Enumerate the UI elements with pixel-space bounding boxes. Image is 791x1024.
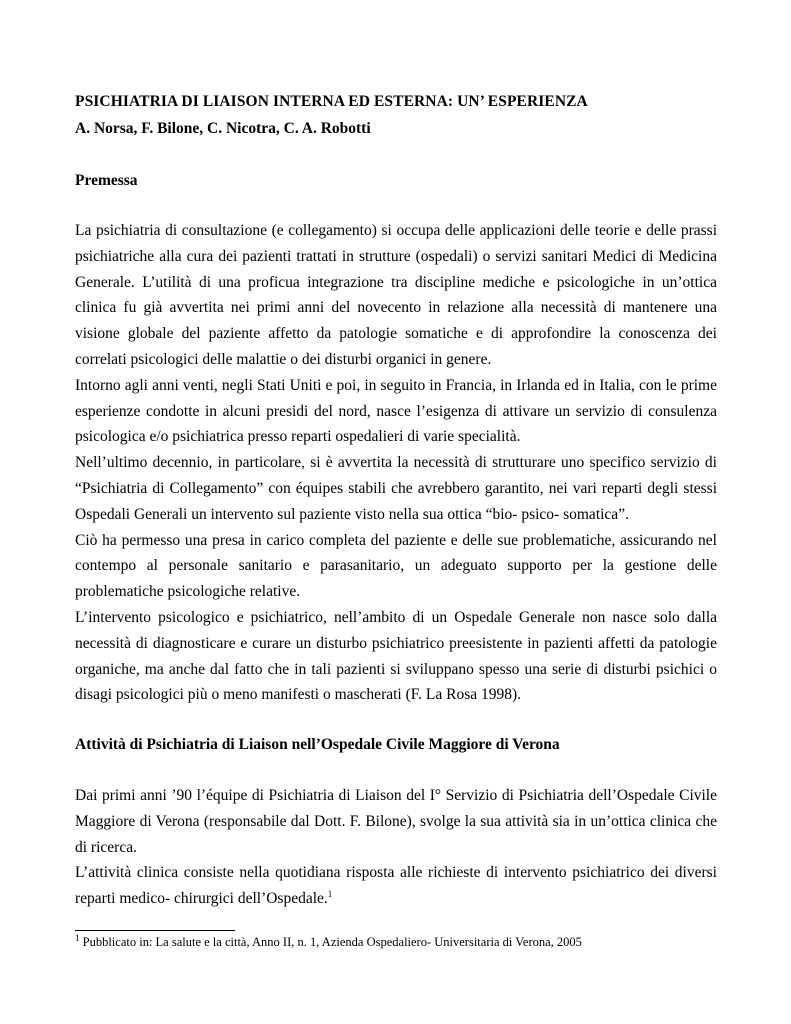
paragraph: Ciò ha permesso una presa in carico completa del paziente e delle sue problematiche, assicurando nel contempo al personale sanitario e parasanitario, un adeguato supporto per la gestione delle problematiche psicologiche relative. bbox=[75, 531, 717, 601]
paragraph: Dai primi anni ’90 l’équipe di Psichiatria di Liaison del I° Servizio di Psichiatria dell’Ospedale Civile Maggiore di Verona (responsabile dal Dott. F. Bilone), svolge la sua attività sia in un’ottica clinica che di ricerca. bbox=[75, 787, 717, 856]
paragraph-with-footnote bbox=[75, 860, 717, 912]
footnote-reference[interactable]: 1 bbox=[327, 889, 333, 900]
paragraph-text: L’attività clinica consiste nella quotidiana risposta alle richieste di intervento psichiatrico dei diversi reparti medico- chirurgici dell’Ospedale. bbox=[75, 864, 717, 908]
footnote-mark: 1 bbox=[75, 932, 80, 943]
section-body-attivita bbox=[75, 783, 717, 912]
footnote-separator bbox=[75, 930, 235, 931]
document-authors: A. Norsa, F. Bilone, C. Nicotra, C. A. Robotti bbox=[75, 120, 371, 137]
paragraph: La psichiatria di consultazione (e collegamento) si occupa delle applicazioni delle teorie e delle prassi psichiatriche alla cura dei pazienti trattati in strutture (ospedali) o servizi sanitari Medici di Medicina Generale. L’utilità di una proficua integrazione tra discipline mediche e psicologiche in un’ottica clinica fu già avvertita nei primi anni del novecento in relazione alla necessità di mantenere una visione globale del paziente affetto da patologie somatiche e di approfondire la conoscenza dei correlati psicologici delle malattie o dei disturbi organici in genere. bbox=[75, 222, 717, 368]
section-heading-attivita: Attività di Psichiatria di Liaison nell’Ospedale Civile Maggiore di Verona bbox=[75, 736, 560, 753]
paragraph: L’intervento psicologico e psichiatrico, nell’ambito di un Ospedale Generale non nasce solo dalla necessità di diagnosticare e curare un disturbo psichiatrico preesistente in pazienti affetti da patologie organiche, ma anche dal fatto che in tali pazienti si sviluppano spesso una serie di disturbi psichici o disagi psicologici più o meno manifesti o mascherati (F. La Rosa 1998). bbox=[75, 608, 717, 704]
document-title: PSICHIATRIA DI LIAISON INTERNA ED ESTERNA: UN’ ESPERIENZA bbox=[75, 93, 588, 110]
section-body-premessa bbox=[75, 218, 717, 708]
footnote-text: Pubblicato in: La salute e la città, Anno II, n. 1, Azienda Ospedaliero- Universitaria di Verona, 2005 bbox=[79, 935, 582, 949]
footnote bbox=[75, 932, 582, 950]
section-heading-premessa: Premessa bbox=[75, 172, 138, 189]
paragraph: Nell’ultimo decennio, in particolare, si è avvertita la necessità di strutturare uno specifico servizio di “Psichiatria di Collegamento” con équipes stabili che avrebbero garantito, nei vari reparti degli stessi Ospedali Generali un intervento sul paziente visto nella sua ottica “bio- psico- somatica”. bbox=[75, 454, 717, 523]
paragraph: Intorno agli anni venti, negli Stati Uniti e poi, in seguito in Francia, in Irlanda ed in Italia, con le prime esperienze condotte in alcuni presidi del nord, nasce l’esigenza di attivare un servizio di consulenza psicologica e/o psichiatrica presso reparti ospedalieri di varie specialità. bbox=[75, 376, 717, 446]
